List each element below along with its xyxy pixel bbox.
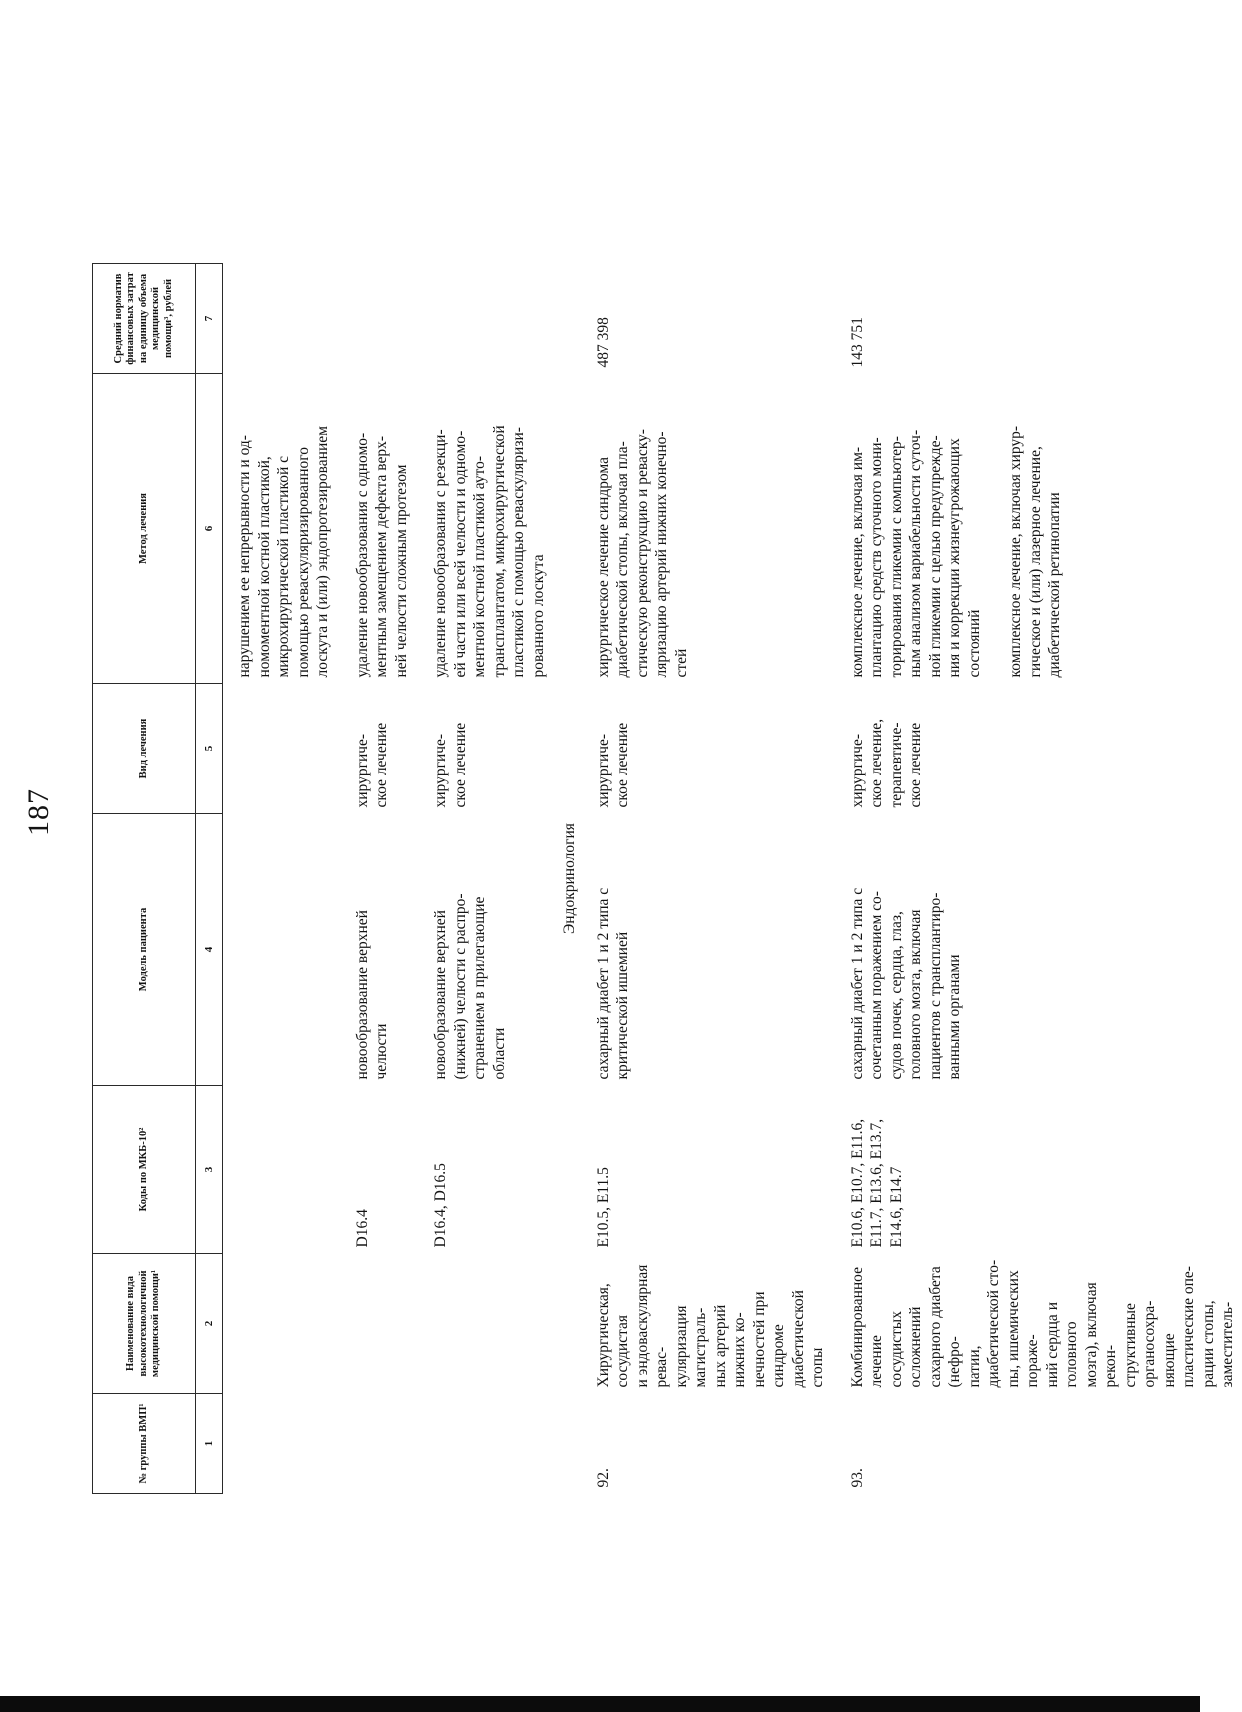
cell-type: хирургиче- ское лечение xyxy=(353,722,390,808)
cell-codes: E10.6, E10.7, E11.6, E11.7, E13.6, E13.7, E14.6, E14.7 xyxy=(848,1118,905,1248)
cell-type: хирургиче- ское лечение xyxy=(432,722,469,808)
table-row-d16-4 xyxy=(349,264,416,1494)
section-heading: Эндокринология xyxy=(561,823,578,934)
column-number: 2 xyxy=(196,1254,223,1394)
page-number: 187 xyxy=(22,788,55,836)
header-vmp-name: Наименование вида высокотехнологичной медицинской помощи¹ xyxy=(93,1254,196,1394)
cell-empty xyxy=(349,1394,416,1494)
cell-empty xyxy=(223,1394,337,1494)
column-number: 3 xyxy=(196,1086,223,1254)
cell-empty xyxy=(223,1086,337,1254)
column-number: 5 xyxy=(196,684,223,814)
table-row-93 xyxy=(844,264,1242,1494)
cell-cost: 487 398 xyxy=(594,317,612,368)
row-spacer xyxy=(832,264,844,1494)
cell-empty xyxy=(427,1394,552,1494)
cell-model: новообразование верхней челюсти xyxy=(353,910,390,1080)
section-row xyxy=(552,264,590,1494)
cell-empty xyxy=(427,264,552,374)
cell-codes: D16.4, D16.5 xyxy=(432,1163,449,1248)
cell-codes: D16.4 xyxy=(353,1209,371,1248)
header-icd-codes: Коды по МКБ-10² xyxy=(93,1086,196,1254)
cell-method: хирургическое лечение синдрома диабетической стопы, включая пла- стическую реконструкцию и реваску- ляризацию артерий нижних конечно- стей xyxy=(594,429,690,678)
header-treatment-method: Метод лечения xyxy=(93,374,196,684)
cell-empty xyxy=(223,684,337,814)
cell-model: сахарный диабет 1 и 2 типа с критической ишемией xyxy=(594,887,631,1080)
row-spacer xyxy=(337,264,349,1494)
column-number: 1 xyxy=(196,1394,223,1494)
cell-empty xyxy=(223,264,337,374)
cell-empty xyxy=(223,814,337,1086)
vmp-table xyxy=(92,263,1242,1494)
cell-method-group xyxy=(844,374,1242,684)
method-text: комплексное лечение, включая хирур- гическое и (или) лазерное лечение, диабетической ретинопатии xyxy=(1007,425,1063,678)
cell-empty xyxy=(349,1254,416,1394)
method-gap xyxy=(984,380,1006,678)
cell-method: нарушением ее непрерывности и од- номоментной костной пластикой, микрохирургической пластикой с помощью реваскуляризированного лоскута и (или) эндопротезированием xyxy=(236,426,331,678)
table-row-92 xyxy=(590,264,832,1494)
table-row-continuation xyxy=(223,264,337,1494)
header-cost-standard: Средний норматив финансовых затрат на единицу объема медицинской помощи³, рублей xyxy=(93,264,196,374)
header-group-number: № группы ВМП¹ xyxy=(93,1394,196,1494)
cell-vmp-name: Хирургическая, сосудистая и эндоваскулярная ревас- куляризация магистраль- ных артерий нижних ко- нечностей при синдроме диабетической стопы xyxy=(594,1264,826,1388)
cell-codes: E10.5, E11.5 xyxy=(594,1167,612,1248)
column-number: 6 xyxy=(196,374,223,684)
cell-method: удаление новообразования с одномо- ментным замещением дефекта верх- ней челюсти сложным протезом xyxy=(353,432,410,678)
column-number: 7 xyxy=(196,264,223,374)
method-text: комплексное лечение, включая им- плантацию средств суточного мони- торирования гликемии с компьютер- ным анализом вариабельности суточ- ной гликемии с целью предупрежде- ния и коррекции жизнеугрожающих состояний xyxy=(848,429,983,678)
header-patient-model: Модель пациента xyxy=(93,814,196,1086)
cell-cost: 143 751 xyxy=(848,317,866,368)
table-row-d16-4-d16-5 xyxy=(427,264,552,1494)
column-number-row xyxy=(196,264,223,1494)
header-treatment-type: Вид лечения xyxy=(93,684,196,814)
cell-type: хирургиче- ское лечение xyxy=(594,722,631,808)
row-spacer xyxy=(415,264,427,1494)
column-number: 4 xyxy=(196,814,223,1086)
cell-model: сахарный диабет 1 и 2 типа с сочетанным поражением со- судов почек, сердца, глаз, головного мозга, включая пациентов с трансплантиро- ванными органами xyxy=(848,887,963,1080)
cell-empty xyxy=(349,264,416,374)
cell-empty xyxy=(223,1254,337,1394)
cell-vmp-name: Комбинированное лечение сосудистых осложнений сахарного диабета (нефро- патии, диабетической сто- пы, ишемических пораже- ний сердца и головного мозга), включая рекон- структивные органосохра- няющие пластические опе- рации стопы, заместитель- xyxy=(848,1259,1236,1388)
header-row xyxy=(93,264,196,1494)
cell-group-number: 92. xyxy=(594,1468,612,1488)
cell-type: хирургиче- ское лечение, терапевтиче- ское лечение xyxy=(848,718,924,808)
cell-group-number: 93. xyxy=(848,1468,866,1488)
cell-empty xyxy=(427,1254,552,1394)
cell-method: удаление новообразования с резекци- ей части или всей челюсти и одномо- ментной костной пластикой ауто- трансплантатом, микрохирургической пластикой с помощью реваскуляризи- рованного лоскута xyxy=(432,425,547,678)
cell-model: новообразование верхней (нижней) челюсти с распро- странением в прилегающие области xyxy=(432,893,508,1080)
